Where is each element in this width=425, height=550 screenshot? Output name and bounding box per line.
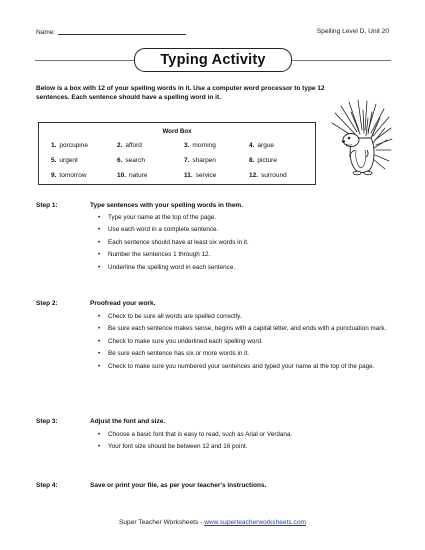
- step-3-label: Step 3:: [36, 418, 58, 425]
- word-item: [51, 157, 78, 164]
- word-text: sharpen: [192, 157, 216, 164]
- list-item: • Each sentence should have at least six words in it.: [96, 239, 396, 247]
- word-text: service: [195, 172, 217, 179]
- word-text: urgent: [59, 157, 78, 164]
- title-rule-left: [36, 60, 134, 61]
- porcupine-illustration: [327, 98, 393, 178]
- step-3-list: [96, 431, 396, 456]
- word-text: search: [125, 157, 145, 164]
- word-number: 7.: [184, 157, 190, 164]
- word-text: nature: [129, 172, 148, 179]
- step-4-title: Save or print your file, as per your teacher's instructions.: [90, 482, 267, 489]
- word-text: surround: [261, 172, 287, 179]
- step-2-label: Step 2:: [36, 300, 58, 307]
- word-number: 8.: [249, 157, 255, 164]
- intro-text: Below is a box with 12 of your spelling words in it. Use a computer word processor to type 12 sentences. Each sentence should have a spelling word in it.: [36, 85, 325, 102]
- footer-text: Super Teacher Worksheets -: [118, 519, 205, 526]
- list-item: • Type your name at the top of the page.: [96, 214, 396, 222]
- name-line[interactable]: [58, 28, 186, 35]
- word-item: [51, 142, 88, 149]
- word-number: 9.: [51, 172, 57, 179]
- word-box: [38, 122, 316, 185]
- step-3-title: Adjust the font and size.: [90, 418, 166, 425]
- word-item: [249, 172, 287, 179]
- list-item: • Underline the spelling word in each sentence.: [96, 264, 396, 272]
- word-item: [51, 172, 87, 179]
- name-field[interactable]: [36, 28, 186, 36]
- list-item: • Check to be sure all words are spelled correctly.: [96, 313, 396, 321]
- list-item: • Be sure each sentence has six or more words in it.: [96, 350, 396, 358]
- page-title-text: Typing Activity: [160, 52, 266, 68]
- list-item: • Number the sentences 1 through 12.: [96, 251, 396, 259]
- word-item: [184, 172, 216, 179]
- word-item: [249, 142, 274, 149]
- word-text: argue: [257, 142, 275, 149]
- list-item: • Check to make sure you numbered your sentences and typed your name at the top of the page.: [96, 363, 396, 371]
- word-number: 1.: [51, 142, 57, 149]
- list-item: • Choose a basic font that is easy to read, such as Arial or Verdana.: [96, 431, 396, 439]
- word-number: 12.: [249, 172, 259, 179]
- footer-link[interactable]: www.superteacherworksheets.com: [204, 519, 307, 526]
- word-text: afford: [125, 142, 142, 149]
- spelling-level-label: Spelling Level D, Unit 20: [316, 28, 389, 35]
- footer: [0, 519, 425, 526]
- word-text: morning: [192, 142, 216, 149]
- word-number: 4.: [249, 142, 255, 149]
- word-item: [184, 142, 216, 149]
- word-box-title: Word Box: [162, 128, 192, 135]
- word-number: 5.: [51, 157, 57, 164]
- word-text: porcupine: [59, 142, 88, 149]
- title-rule-right: [292, 60, 390, 61]
- step-1-title: Type sentences with your spelling words in them.: [90, 202, 244, 209]
- word-text: tomorrow: [59, 172, 87, 179]
- step-1-label: Step 1:: [36, 202, 58, 209]
- name-label: Name:: [36, 29, 56, 36]
- word-item: [117, 157, 145, 164]
- list-item: • Check to make sure you underlined each spelling word.: [96, 338, 396, 346]
- step-4-label: Step 4:: [36, 482, 58, 489]
- step-2-list: [96, 313, 396, 375]
- step-2-title: Proofread your work.: [90, 300, 156, 307]
- word-number: 2.: [117, 142, 123, 149]
- list-item: • Be sure each sentence makes sense, begins with a capital letter, and ends with a punctuation mark.: [96, 325, 396, 333]
- list-item: • Use each word in a complete sentence.: [96, 226, 396, 234]
- word-item: [249, 157, 277, 164]
- step-1-list: [96, 214, 396, 276]
- word-number: 11.: [184, 172, 193, 179]
- word-item: [117, 172, 147, 179]
- page-title: [134, 48, 292, 72]
- word-text: picture: [257, 157, 277, 164]
- list-item: • Your font size should be between 12 and 16 point.: [96, 443, 396, 451]
- word-number: 10.: [117, 172, 127, 179]
- word-item: [117, 142, 142, 149]
- word-number: 3.: [184, 142, 190, 149]
- word-number: 6.: [117, 157, 123, 164]
- word-item: [184, 157, 216, 164]
